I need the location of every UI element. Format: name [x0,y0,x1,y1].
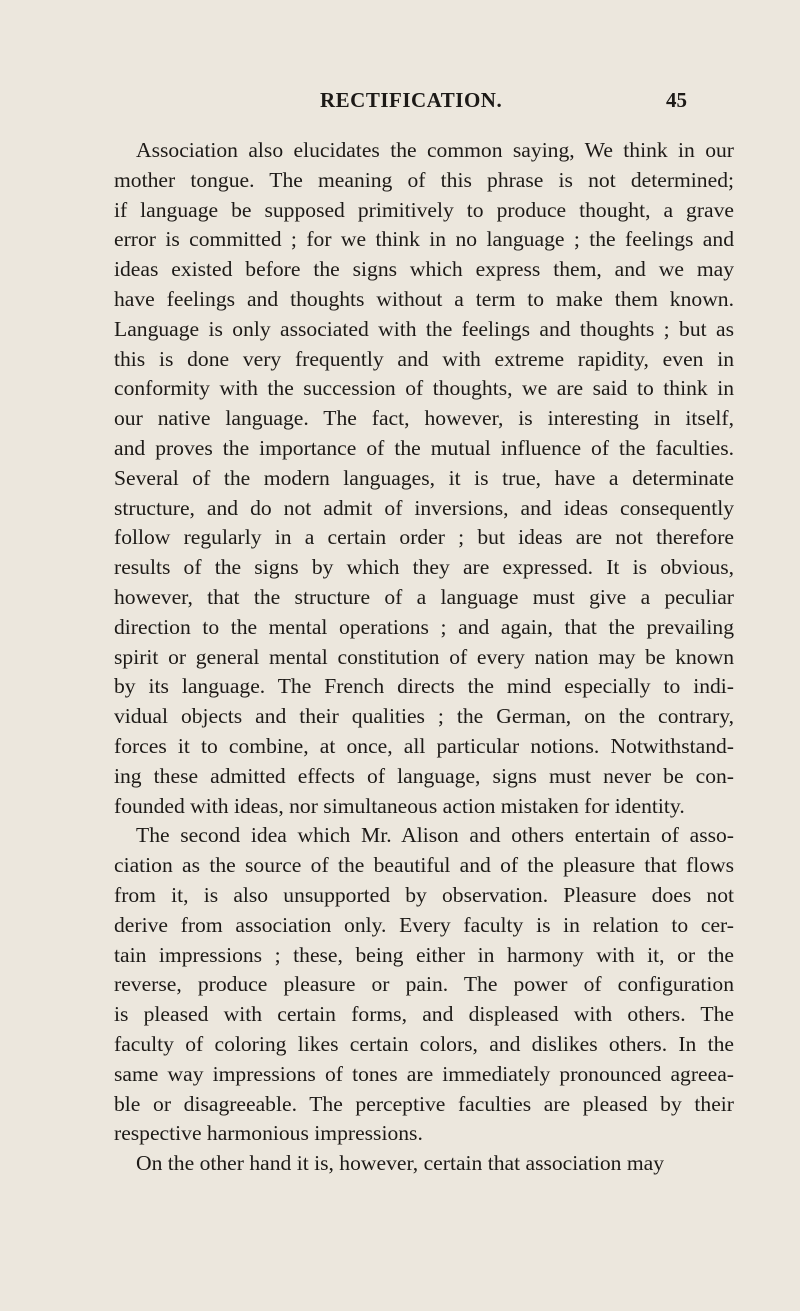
text-line: ciation as the source of the beautiful and of the pleasure that flows [114,853,734,878]
text-line: derive from association only. Every faculty is in relation to cer- [114,912,734,937]
text-line: ideas existed before the signs which express them, and we may [114,257,734,282]
text-line: if language be supposed primitively to produce thought, a grave [114,197,734,222]
text-line: error is committed ; for we think in no language ; the feelings and [114,227,734,252]
text-line: by its language. The French directs the mind especially to indi- [114,674,734,699]
text-line: ble or disagreeable. The perceptive faculties are pleased by their [114,1091,734,1116]
text-line: The second idea which Mr. Alison and others entertain of asso- [136,823,734,848]
text-line: results of the signs by which they are expressed. It is obvious, [114,555,734,580]
text-line: respective harmonious impressions. [114,1121,423,1146]
text-line: Several of the modern languages, it is true, have a determinate [114,465,734,490]
text-line: founded with ideas, nor simultaneous action mistaken for identity. [114,793,685,818]
text-line: Language is only associated with the feelings and thoughts ; but as [114,316,734,341]
running-head [0,88,800,118]
text-line: structure, and do not admit of inversions, and ideas consequently [114,495,734,520]
text-line: Association also elucidates the common saying, We think in our [136,138,734,162]
text-line: this is done very frequently and with extreme rapidity, even in [114,346,734,371]
text-line: vidual objects and their qualities ; the German, on the contrary, [114,704,734,729]
text-line: our native language. The fact, however, is interesting in itself, [114,406,734,431]
body-text [114,136,734,1179]
text-line: same way impressions of tones are immediately pronounced agreea- [114,1061,734,1086]
text-line: from it, is also unsupported by observation. Pleasure does not [114,882,734,907]
text-line: faculty of coloring likes certain colors, and dislikes others. In the [114,1031,734,1056]
text-line: On the other hand it is, however, certain that association may [136,1151,665,1176]
text-line: mother tongue. The meaning of this phrase is not determined; [114,167,734,192]
text-line: direction to the mental operations ; and again, that the prevailing [114,614,734,639]
text-line: and proves the importance of the mutual influence of the faculties. [114,435,734,460]
text-line: reverse, produce pleasure or pain. The power of configuration [114,972,734,997]
text-line: ing these admitted effects of language, signs must never be con- [114,763,734,788]
page-number: 45 [666,88,687,112]
text-line: have feelings and thoughts without a term to make them known. [114,286,734,311]
text-line: however, that the structure of a language must give a peculiar [114,584,734,609]
text-line: forces it to combine, at once, all particular notions. Notwithstand- [114,733,734,758]
text-line: spirit or general mental constitution of every nation may be known [114,644,734,669]
text-line: is pleased with certain forms, and displeased with others. The [114,1002,734,1027]
text-line: conformity with the succession of thoughts, we are said to think in [114,376,734,401]
text-line: tain impressions ; these, being either in harmony with it, or the [114,942,734,967]
text-line: follow regularly in a certain order ; but ideas are not therefore [114,525,734,550]
running-head-title: RECTIFICATION. [320,88,503,112]
